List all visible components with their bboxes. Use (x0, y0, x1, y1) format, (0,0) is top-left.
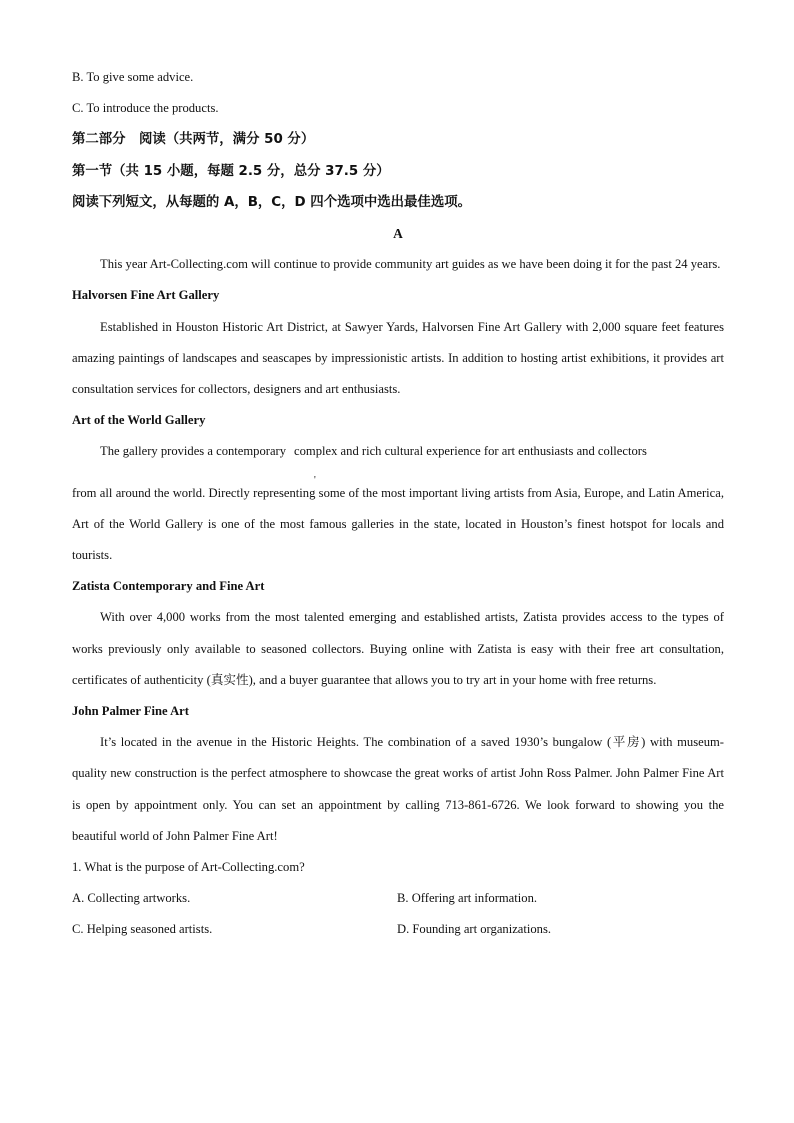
question-1-option-a: A. Collecting artworks. (72, 891, 191, 906)
question-1-option-d: D. Founding art organizations. (397, 922, 552, 937)
document-body (72, 62, 724, 946)
gallery-text-art-of-the-world-part-b: complex and rich cultural experience for art enthusiasts and collectors (294, 444, 647, 459)
gallery-text-art-of-the-world-rest: from all around the world. Directly representing some of the most important living artists from Asia, Europe, and Latin America, Art of the World Gallery is one of the most famous galleries in the state, located in Houston’s finest hotspot for locals and tourists. (72, 485, 724, 563)
prev-option-c: C. To introduce the products. (72, 101, 219, 116)
gallery-heading-art-of-the-world: Art of the World Gallery (72, 413, 206, 428)
question-1-options-row-1 (72, 883, 724, 914)
question-1-option-c: C. Helping seasoned artists. (72, 922, 213, 937)
gallery-text-john-palmer: It’s located in the avenue in the Historic Heights. The combination of a saved 1930’s bungalow (平房) with museum-quality new construction is the perfect atmosphere to showcase the great works of artist John Ross Palmer. John Palmer Fine Art is open by appointment only. You can set an appointment by calling 713-861-6726. We look forward to showing you the beautiful world of John Palmer Fine Art! (72, 735, 724, 843)
gallery-heading-john-palmer: John Palmer Fine Art (72, 704, 189, 719)
passage-intro: This year Art-Collecting.com will continue to provide community art guides as we have been doing it for the past 24 years. (100, 257, 721, 272)
gallery-text-zatista: With over 4,000 works from the most talented emerging and established artists, Zatista provides access to the types of works previously only available to seasoned collectors. Buying online with Zatista is easy with their free art consultation, certificates of authenticity (真实性), and a buyer guarantee that allows you to try art in your home with free returns. (72, 610, 724, 687)
gallery-heading-halvorsen: Halvorsen Fine Art Gallery (72, 288, 220, 303)
question-1-option-b: B. Offering art information. (397, 891, 538, 906)
gallery-heading-zatista: Zatista Contemporary and Fine Art (72, 579, 265, 594)
passage-label: A (393, 226, 403, 242)
gallery-text-halvorsen: Established in Houston Historic Art District, at Sawyer Yards, Halvorsen Fine Art Gallery with 2,000 square feet features amazing paintings of landscapes and seascapes by impressionistic artists. In addition to hosting artist exhibitions, it provides art consultation services for collectors, designers and art enthusiasts. (72, 319, 724, 397)
gallery-text-art-of-the-world-part-a: The gallery provides a contemporary (100, 444, 287, 459)
gallery-text-art-of-the-world-line1 (72, 436, 724, 467)
prev-option-b: B. To give some advice. (72, 70, 194, 84)
part-title: 第二部分 阅读（共两节，满分 50 分） (72, 132, 315, 148)
question-1-stem: 1. What is the purpose of Art-Collecting.com? (72, 860, 305, 875)
section-title: 第一节（共 15 小题，每题 2.5 分，总分 37.5 分） (72, 163, 390, 179)
question-1-options-row-2 (72, 914, 724, 945)
instruction: 阅读下列短文，从每题的 A，B，C，D 四个选项中选出最佳选项。 (72, 194, 471, 210)
